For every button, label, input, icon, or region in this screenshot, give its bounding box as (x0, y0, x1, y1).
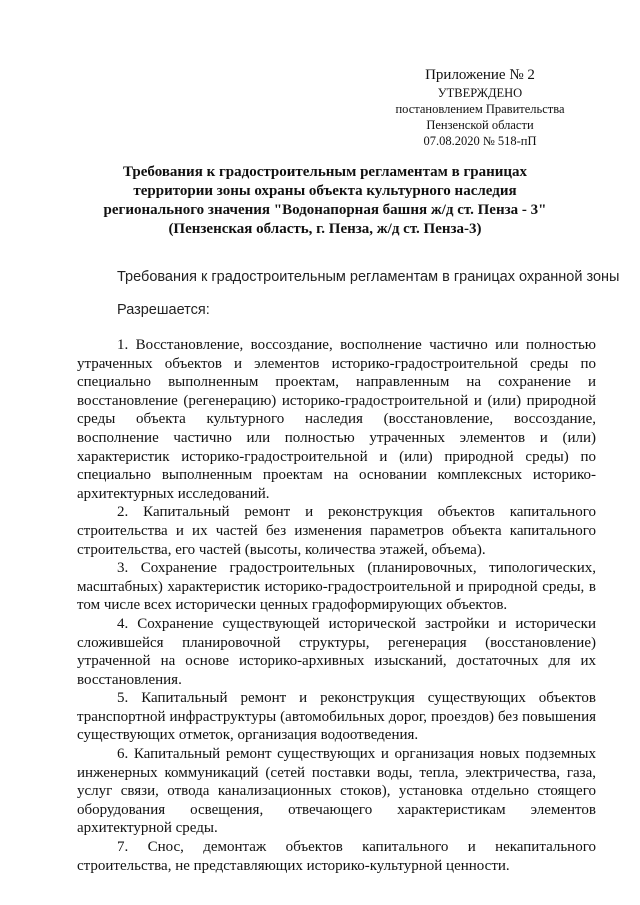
allowed-heading: Разрешается: (117, 302, 210, 318)
title-line-4: (Пензенская область, г. Пенза, ж/д ст. Пенза-3) (168, 221, 482, 237)
approval-decree: постановлением Правительства (395, 102, 565, 116)
approval-region: Пензенской области (426, 118, 534, 132)
list-item: 3. Сохранение градостроительных (планировочных, типологических, масштабных) характеристик историко-градостроительной и природной среды, в том числе всех исторически ценных градоформирующих объектов. (77, 560, 596, 614)
document-title (80, 163, 570, 239)
annex-number: Приложение № 2 (425, 67, 535, 83)
title-line-2: территории зоны охраны объекта культурного наследия (133, 183, 517, 199)
requirements-list (77, 336, 596, 875)
list-item: 7. Снос, демонтаж объектов капитального и некапитального строительства, не представляющих историко-культурной ценности. (77, 839, 596, 874)
list-item: 4. Сохранение существующей исторической застройки и исторически сложившейся планировочной структуры, регенерация (восстановление) утраченной на основе историко-архивных изысканий, достаточных для их восстановления. (77, 615, 596, 688)
section-subtitle: Требования к градостроительным регламентам в границах охранной зоны (117, 269, 620, 285)
approval-block (380, 66, 580, 149)
list-item: 1. Восстановление, воссоздание, восполнение частично или полностью утраченных объектов и элементов историко-градостроительной среды по специально выполненным проектам, направленным на сохранение и восстановление (регенерацию) историко-градостроительной и (или) природной среды объекта культурного наследия (восстановление, воссоздание, восполнение частично или полностью утраченных элементов и (или) характеристик историко-градостроительной и (или) природной среды) по специально выполненным проектам на основании комплексных историко-архитектурных исследований. (77, 337, 596, 502)
title-line-3: регионального значения "Водонапорная башня ж/д ст. Пенза - 3" (103, 202, 547, 218)
list-item: 5. Капитальный ремонт и реконструкция существующих объектов транспортной инфраструктуры (автомобильных дорог, проездов) без повышения существующих отметок, организация водоотведения. (77, 690, 596, 744)
title-line-1: Требования к градостроительным регламентам в границах (122, 164, 528, 180)
approval-date-number: 07.08.2020 № 518-пП (423, 134, 537, 148)
list-item: 6. Капитальный ремонт существующих и организация новых подземных инженерных коммуникаций (сетей поставки воды, тепла, электричества, газа, услуг связи, отвода канализационных стоков), установка отдельно стоящего оборудования освещения, отвечающего характеристикам элементов архитектурной среды. (77, 746, 596, 837)
approved-stamp: УТВЕРЖДЕНО (437, 86, 523, 100)
list-item: 2. Капитальный ремонт и реконструкция объектов капитального строительства и их частей без изменения параметров объекта капитального строительства, его частей (высоты, количества этажей, объема). (77, 504, 596, 558)
